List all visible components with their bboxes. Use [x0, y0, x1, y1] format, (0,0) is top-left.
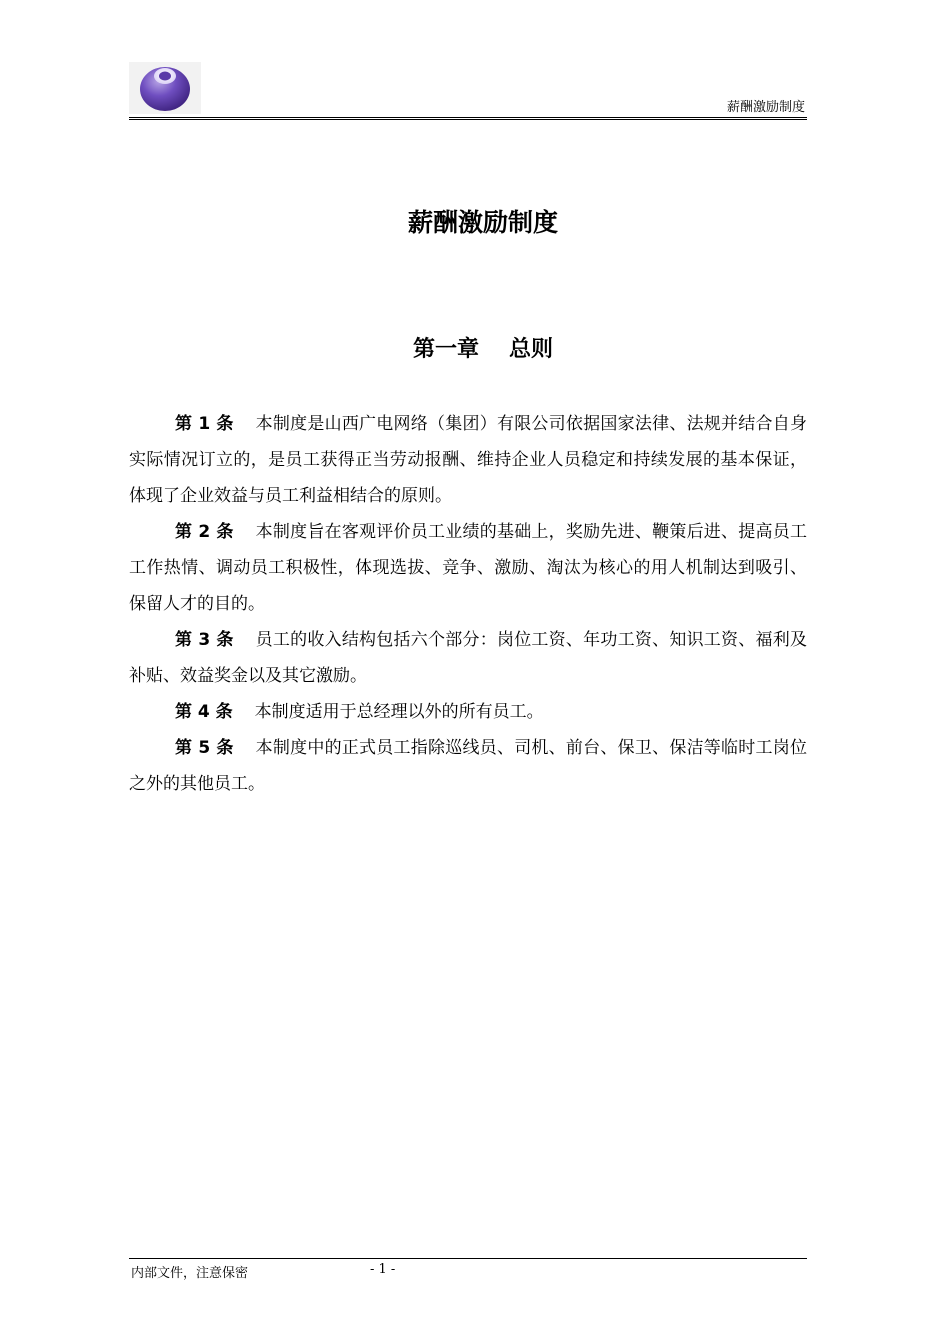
- header-title: 薪酬激励制度: [726, 100, 805, 115]
- article-2: [129, 514, 807, 622]
- article-text: 本制度旨在客观评价员工业绩的基础上，奖励先进、鞭策后进、提高员工工作热情、调动员工积极性，体现选拔、竞争、激励、淘汰为核心的用人机制达到吸引、保留人才的目的。: [129, 522, 807, 614]
- document-title: 薪酬激励制度: [407, 208, 558, 237]
- article-text: 本制度中的正式员工指除巡线员、司机、前台、保卫、保洁等临时工岗位之外的其他员工。: [129, 738, 807, 794]
- article-5: [129, 730, 807, 802]
- footer-confidential: 内部文件，注意保密: [131, 1266, 249, 1281]
- article-text: 员工的收入结构包括六个部分：岗位工资、年功工资、知识工资、福利及补贴、效益奖金以及其它激励。: [129, 630, 807, 686]
- footer-rule: [129, 1258, 807, 1259]
- article-label: 第 1 条: [175, 414, 234, 434]
- header-rule-thin: [129, 119, 807, 120]
- article-list: [129, 406, 807, 802]
- article-1: [129, 406, 807, 514]
- article-4: [129, 694, 807, 730]
- chapter-heading: [0, 332, 950, 363]
- chapter-name: 总则: [509, 337, 554, 362]
- article-text: 本制度是山西广电网络（集团）有限公司依据国家法律、法规并结合自身实际情况订立的，是员工获得正当劳动报酬、维持企业人员稳定和持续发展的基本保证，体现了企业效益与员工利益相结合的原则。: [129, 414, 807, 506]
- chapter-number: 第一章: [412, 337, 479, 362]
- article-3: [129, 622, 807, 694]
- article-label: 第 3 条: [175, 630, 234, 650]
- article-label: 第 5 条: [175, 738, 234, 758]
- page-number: - 1 -: [370, 1262, 396, 1277]
- article-label: 第 2 条: [175, 522, 234, 542]
- article-label: 第 4 条: [175, 702, 233, 722]
- article-text: 本制度适用于总经理以外的所有员工。: [254, 702, 544, 722]
- globe-logo-icon: [129, 62, 201, 114]
- header-rule: [129, 117, 807, 118]
